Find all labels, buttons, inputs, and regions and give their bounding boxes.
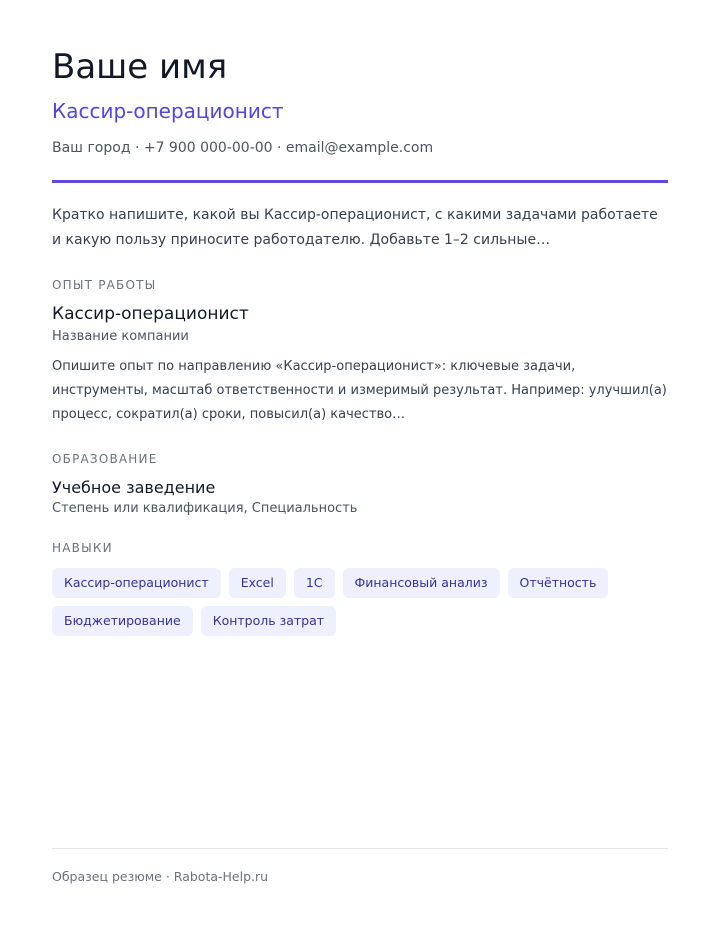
footer-text: Образец резюме · Rabota-Help.ru — [52, 869, 269, 884]
skill-chip: Финансовый анализ — [343, 568, 500, 598]
skill-chip: Excel — [229, 568, 286, 598]
job-description: Опишите опыт по направлению «Кассир-операционист»: ключевые задачи, инструменты, масштаб ответственности и измеримый результат. Например: улучшил(а) процесс, сократил(а) сроки, повысил(а) качество… — [52, 359, 667, 422]
skill-chip: Бюджетирование — [52, 606, 193, 636]
header-divider — [52, 180, 668, 183]
skill-chip: Контроль затрат — [201, 606, 336, 636]
skill-chip: Кассир-операционист — [52, 568, 221, 598]
education-section-title: ОБРАЗОВАНИЕ — [52, 452, 158, 466]
footer-divider — [52, 848, 668, 849]
candidate-role: Кассир-операционист — [52, 99, 284, 123]
degree-text: Степень или квалификация, Специальность — [52, 501, 358, 516]
experience-section-title: ОПЫТ РАБОТЫ — [52, 278, 157, 292]
candidate-name: Ваше имя — [52, 47, 228, 87]
contact-line: Ваш город · +7 900 000-00-00 · email@example.com — [52, 140, 434, 156]
company-name: Название компании — [52, 329, 189, 344]
job-title: Кассир-операционист — [52, 304, 249, 324]
education-section — [52, 451, 668, 518]
school-name: Учебное заведение — [52, 478, 216, 497]
summary-text: Кратко напишите, какой вы Кассир-операционист, с какими задачами работаете и какую пользу приносите работодателю. Добавьте 1–2 сильные… — [52, 207, 658, 248]
skills-list — [52, 568, 632, 644]
skill-chip: 1С — [294, 568, 335, 598]
skill-chip: Отчётность — [508, 568, 609, 598]
experience-section — [52, 277, 668, 427]
skills-section — [52, 540, 668, 644]
skills-section-title: НАВЫКИ — [52, 541, 113, 555]
